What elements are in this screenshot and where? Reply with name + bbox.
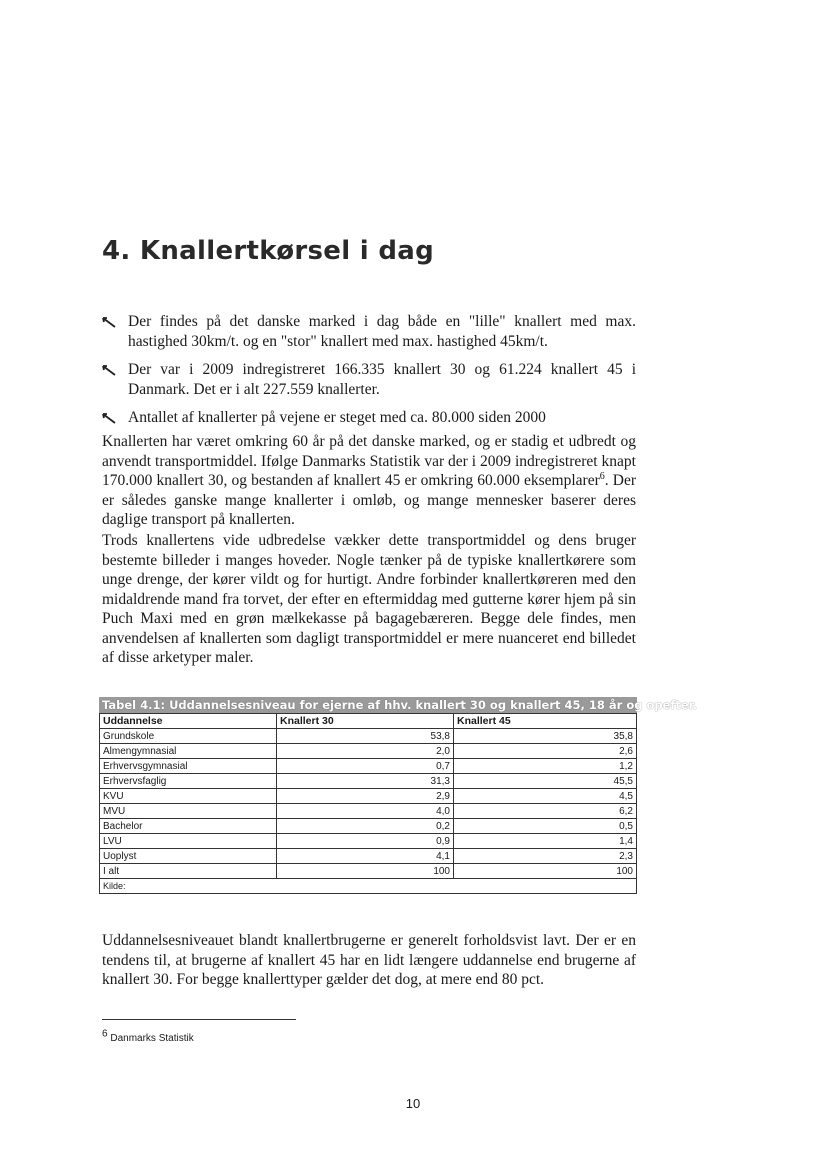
cell-value-k30: 31,3 xyxy=(277,774,454,789)
table-row xyxy=(100,804,637,819)
cell-value-k30: 53,8 xyxy=(277,729,454,744)
footnote-ref[interactable]: 6 xyxy=(599,470,605,482)
table-body xyxy=(100,729,637,879)
table-source-row xyxy=(100,879,637,894)
row-label: Erhvervsgymnasial xyxy=(100,759,277,774)
row-label: Erhvervsfaglig xyxy=(100,774,277,789)
data-table xyxy=(99,713,637,894)
table-row xyxy=(100,834,637,849)
cell-value-k30: 2,9 xyxy=(277,789,454,804)
bullet-list xyxy=(102,312,636,436)
row-label: Uoplyst xyxy=(100,849,277,864)
cell-value-k30: 100 xyxy=(277,864,454,879)
row-label: LVU xyxy=(100,834,277,849)
cell-value-k45: 2,6 xyxy=(454,744,637,759)
bullet-item xyxy=(102,408,636,428)
table-header-row xyxy=(100,714,637,729)
row-label: Bachelor xyxy=(100,819,277,834)
cell-value-k45: 4,5 xyxy=(454,789,637,804)
cell-value-k45: 0,5 xyxy=(454,819,637,834)
bullet-item xyxy=(102,312,636,352)
row-label: I alt xyxy=(100,864,277,879)
footnote-number: 6 xyxy=(102,1028,108,1040)
table-row xyxy=(100,789,637,804)
arrow-bullet-icon xyxy=(102,411,116,425)
paragraph-3: Uddannelsesniveauet blandt knallertbrugerne er generelt forholdsvist lavt. Der er en tendens til, at brugerne af knallert 45 har en lidt længere uddannelse end brugerne af knallert 30. For begge knallerttyper gælder det dog, at mere end 80 pct. xyxy=(102,932,636,988)
bullet-text: Der var i 2009 indregistreret 166.335 knallert 30 og 61.224 knallert 45 i Danmark. Det er i alt 227.559 knallerter. xyxy=(128,361,636,398)
paragraph-1-text: Knallerten har været omkring 60 år på det danske marked, og er stadig et udbredt og anvendt transportmiddel. Ifølge Danmarks Statistik var der i 2009 indregistreret knapt 170.000 knallert 30, og bestanden af knallert 45 er omkring 60.000 eksemplarer xyxy=(102,433,636,489)
row-label: MVU xyxy=(100,804,277,819)
cell-value-k30: 2,0 xyxy=(277,744,454,759)
column-header: Knallert 45 xyxy=(454,714,637,729)
table-row xyxy=(100,729,637,744)
footnote-divider xyxy=(102,1019,296,1020)
column-header: Knallert 30 xyxy=(277,714,454,729)
cell-value-k45: 6,2 xyxy=(454,804,637,819)
arrow-bullet-icon xyxy=(102,363,116,377)
table-source: Kilde: xyxy=(100,879,637,894)
cell-value-k30: 0,2 xyxy=(277,819,454,834)
paragraph-2: Trods knallertens vide udbredelse vækker dette transportmiddel og dens bruger bestemte billeder i manges hoveder. Nogle tænker på de typiske knallertkørere som unge drenge, der kører vildt og for hurtigt. Andre forbinder knallertkøreren med den midaldrende mand fra torvet, der efter en eftermiddag med gutterne kører hjem på sin Puch Maxi med en grøn mælkekasse på bagagebæreren. Begge dele findes, men anvendelsen af knallerten som dagligt transportmiddel er mere nuanceret end billedet af disse arketyper maler. xyxy=(102,532,636,666)
footnote-text: Danmarks Statistik xyxy=(110,1033,194,1044)
section-heading: 4. Knallertkørsel i dag xyxy=(102,236,435,266)
footnote xyxy=(102,1028,194,1044)
cell-value-k30: 4,1 xyxy=(277,849,454,864)
cell-value-k30: 0,7 xyxy=(277,759,454,774)
cell-value-k45: 35,8 xyxy=(454,729,637,744)
cell-value-k45: 2,3 xyxy=(454,849,637,864)
education-table xyxy=(99,697,698,894)
cell-value-k45: 1,2 xyxy=(454,759,637,774)
bullet-item xyxy=(102,360,636,400)
table-row xyxy=(100,819,637,834)
row-label: KVU xyxy=(100,789,277,804)
cell-value-k45: 45,5 xyxy=(454,774,637,789)
arrow-bullet-icon xyxy=(102,315,116,329)
table-row xyxy=(100,759,637,774)
row-label: Grundskole xyxy=(100,729,277,744)
paragraph-1-text-end: . Der er således ganske mange knallerter i omløb, og mange mennesker baserer deres daglige transport på knallerten. xyxy=(102,472,636,528)
table-row xyxy=(100,774,637,789)
table-row xyxy=(100,744,637,759)
cell-value-k30: 0,9 xyxy=(277,834,454,849)
bullet-text: Der findes på det danske marked i dag både en "lille" knallert med max. hastighed 30km/t. og en "stor" knallert med max. hastighed 45km/t. xyxy=(128,313,636,350)
bullet-text: Antallet af knallerter på vejene er steget med ca. 80.000 siden 2000 xyxy=(128,409,546,426)
table-row xyxy=(100,849,637,864)
row-label: Almengymnasial xyxy=(100,744,277,759)
column-header: Uddannelse xyxy=(100,714,277,729)
paragraph-1 xyxy=(102,432,636,530)
cell-value-k30: 4,0 xyxy=(277,804,454,819)
table-title: Tabel 4.1: Uddannelsesniveau for ejerne af hhv. knallert 30 og knallert 45, 18 år og opefter. xyxy=(99,697,637,713)
cell-value-k45: 1,4 xyxy=(454,834,637,849)
table-row xyxy=(100,864,637,879)
page-number: 10 xyxy=(405,1096,421,1111)
cell-value-k45: 100 xyxy=(454,864,637,879)
